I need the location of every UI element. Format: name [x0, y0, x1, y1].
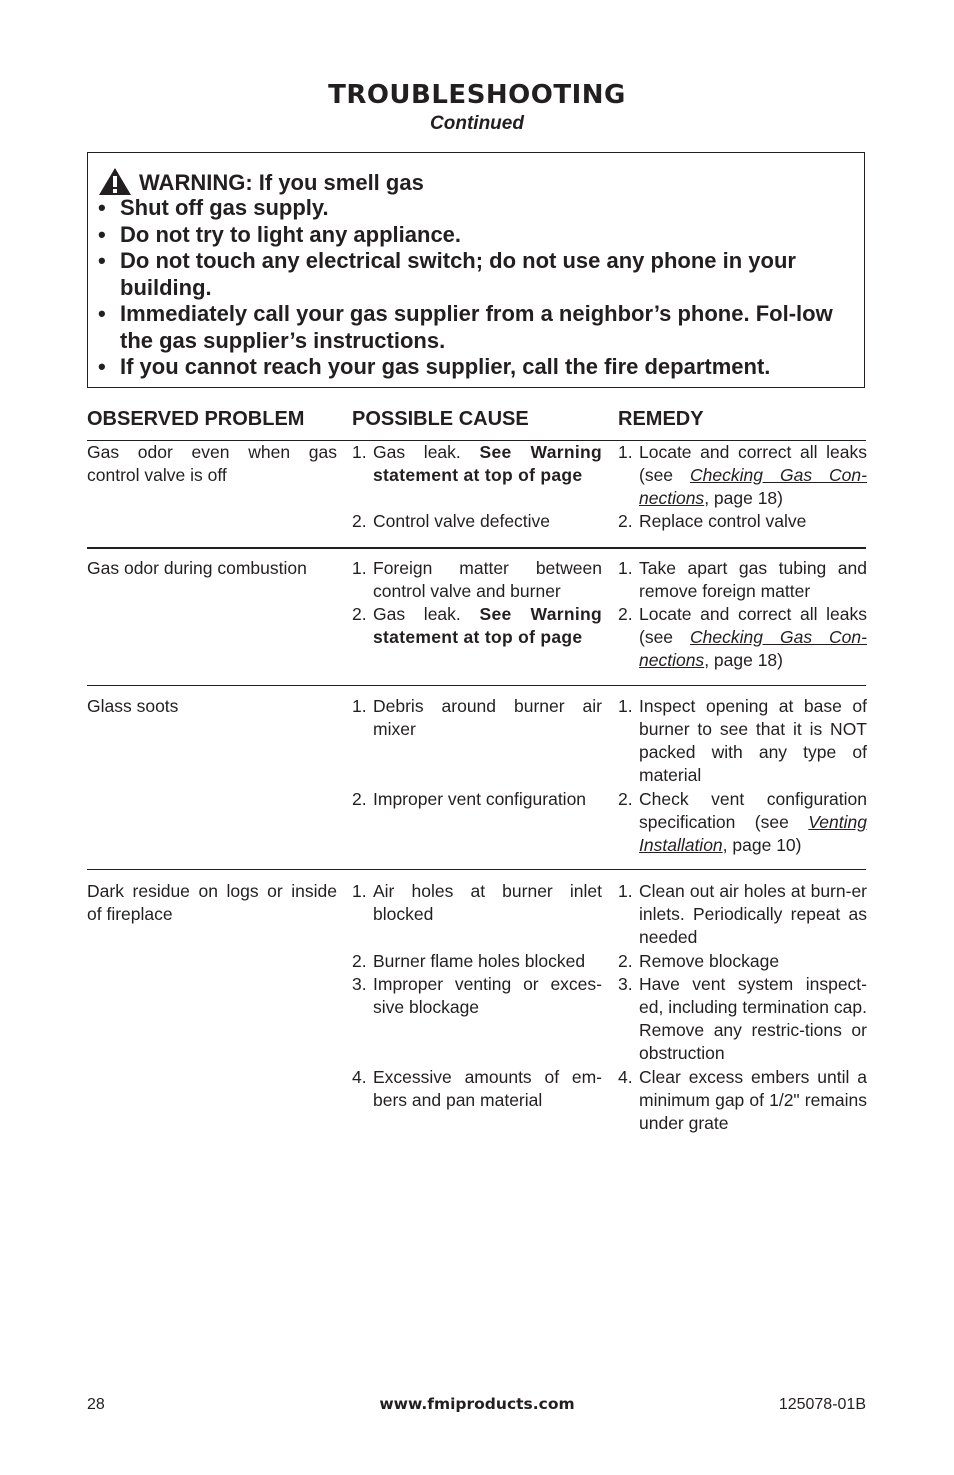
warning-item: • Do not try to light any appliance. — [98, 221, 462, 247]
problem-cell: Glass soots — [87, 696, 179, 716]
warning-item: • Immediately call your gas supplier from a neighbor’s phone. Fol-low the gas supplier’s instructions. — [98, 301, 833, 353]
problem-cell: Dark residue on logs or inside of fireplace — [87, 881, 337, 924]
cause-item: 2. Improper vent configuration — [352, 789, 587, 809]
warning-item: • Shut off gas supply. — [98, 195, 329, 220]
cross-reference-link[interactable]: Venting Installation — [639, 812, 867, 855]
remedy-item: 1. Clean out air holes at burn-er inlets. Periodically repeat as needed — [618, 881, 867, 947]
cross-reference-link[interactable]: Checking Gas Con-nections — [639, 465, 867, 508]
page-title: TROUBLESHOOTING — [328, 80, 626, 110]
remedy-item: 1. Locate and correct all leaks (see Checking Gas Con-nections, page 18) — [618, 442, 867, 508]
document-number: 125078-01B — [778, 1396, 866, 1413]
page-subtitle: Continued — [430, 113, 524, 134]
website-url[interactable]: www.fmiproducts.com — [379, 1395, 575, 1413]
warning-box — [87, 152, 865, 388]
cause-item: 2. Control valve defective — [352, 511, 551, 531]
remedy-item: 2. Check vent configuration specification (see Venting Installation, page 10) — [618, 789, 867, 855]
row-divider — [87, 869, 866, 870]
remedy-item: 1. Inspect opening at base of burner to see that it is NOT packed with any type of material — [618, 696, 867, 785]
cause-item: 1. Air holes at burner inlet blocked — [352, 881, 602, 924]
remedy-item: 2. Remove blockage — [618, 951, 780, 971]
warning-list — [98, 195, 860, 381]
problem-cell: Gas odor during combustion — [87, 558, 307, 578]
row-divider — [87, 685, 866, 686]
cause-item: 2. Gas leak. See Warning statement at top of page — [352, 604, 602, 647]
warning-item: • Do not touch any electrical switch; do not use any phone in your building. — [98, 248, 796, 300]
warning-title: WARNING: If you smell gas — [139, 170, 424, 195]
remedy-item: 4. Clear excess embers until a minimum gap of 1/2" remains under grate — [618, 1067, 867, 1133]
remedy-item: 1. Take apart gas tubing and remove foreign matter — [618, 558, 867, 601]
cause-item: 1. Debris around burner air mixer — [352, 696, 602, 739]
page-number: 28 — [87, 1396, 105, 1413]
column-header-remedy: REMEDY — [618, 408, 704, 430]
column-header-problem: OBSERVED PROBLEM — [87, 408, 305, 430]
remedy-item: 2. Locate and correct all leaks (see Checking Gas Con-nections, page 18) — [618, 604, 867, 670]
cause-item: 1. Foreign matter between control valve and burner — [352, 558, 602, 601]
warning-heading — [98, 167, 424, 196]
cross-reference-link[interactable]: Checking Gas Con-nections — [639, 627, 867, 670]
cause-item: 3. Improper venting or exces-sive blockage — [352, 974, 602, 1017]
remedy-item: 3. Have vent system inspect-ed, including termination cap. Remove any restric-tions or obstruction — [618, 974, 867, 1063]
problem-cell: Gas odor even when gas control valve is off — [87, 442, 337, 485]
warning-triangle-icon — [98, 167, 132, 196]
cause-item: 4. Excessive amounts of em-bers and pan material — [352, 1067, 602, 1110]
column-header-cause: POSSIBLE CAUSE — [352, 408, 529, 430]
remedy-item: 2. Replace control valve — [618, 511, 807, 531]
cause-item: 1. Gas leak. See Warning statement at top of page — [352, 442, 602, 485]
cause-item: 2. Burner flame holes blocked — [352, 951, 586, 971]
row-divider — [87, 547, 866, 549]
warning-item: • If you cannot reach your gas supplier, call the fire department. — [98, 354, 771, 379]
